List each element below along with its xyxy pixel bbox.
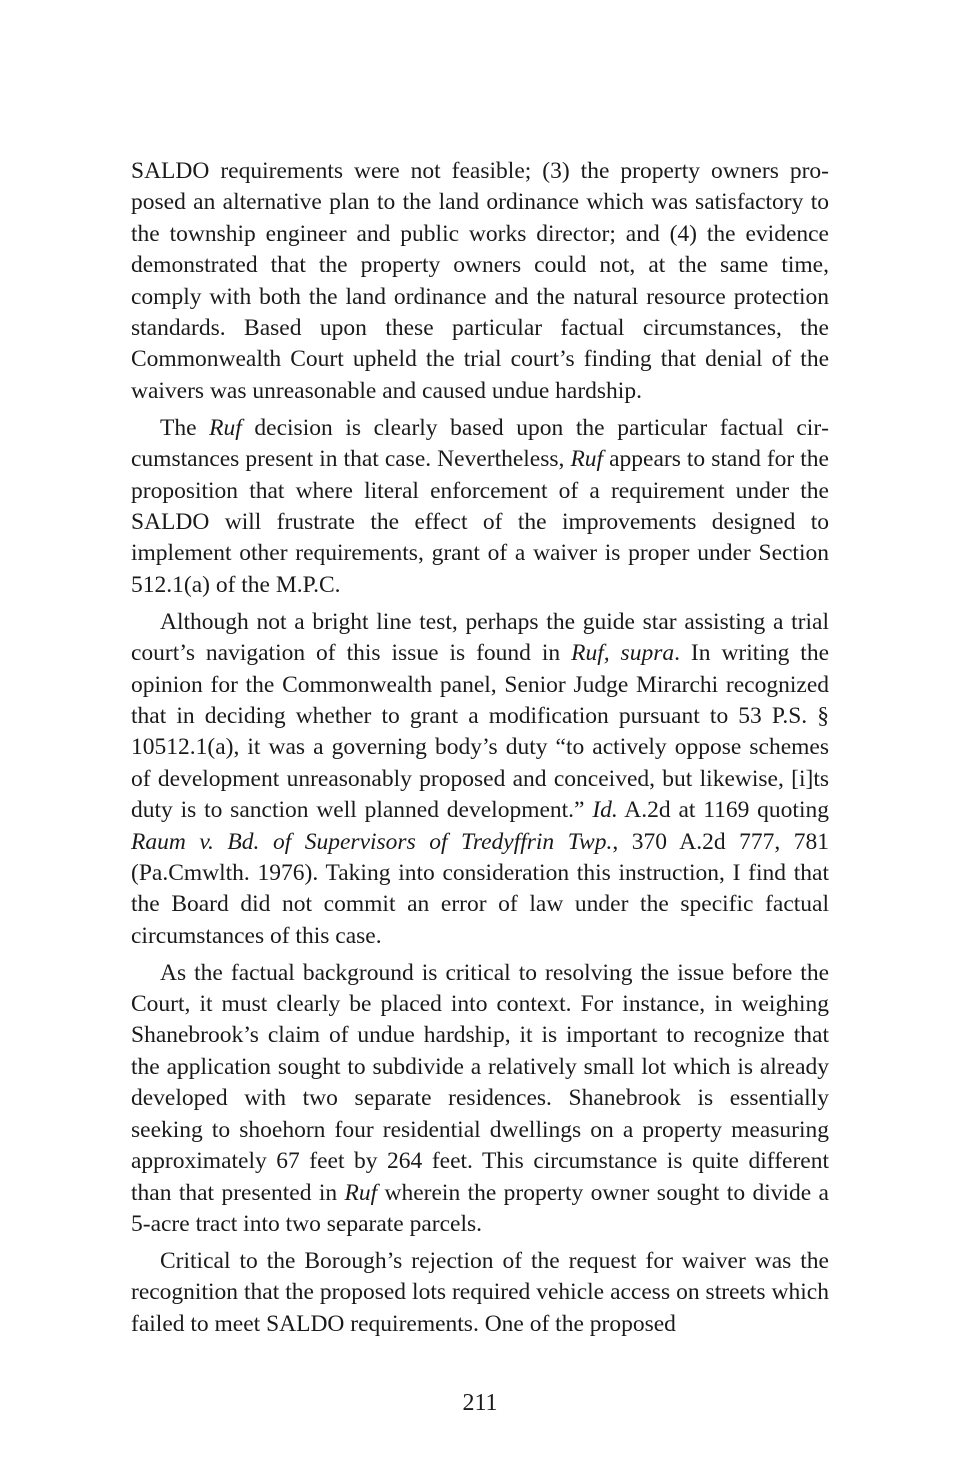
text-run: , 370 A.2d 777, 781 (Pa.Cmwlth. 1976). Taking into consideration this instruction, I find that the Board did not commit an error of law under the specific factual circumstances of this case. (131, 828, 829, 949)
text-run: . In writing the opinion for the Commonwealth panel, Senior Judge Mirarchi recognized that in deciding whether to grant a modification pursuant to 53 P.S. § 10512.1(a), it was a governing body’s duty “to actively oppose schemes of development unreasonably proposed and conceived, but likewise, [i]ts duty is to sanction well planned development.” (131, 640, 830, 824)
paragraph (131, 413, 829, 601)
italic-citation: Ruf (209, 414, 242, 441)
text-run: Although not a bright line test, perhaps the guide star assisting a trial court’s navigation of this issue is found in (131, 608, 829, 667)
text-run: decision is clearly based upon the particular factual circumstances present in that case. Nevertheless, (131, 414, 829, 473)
text-run: The (160, 414, 210, 441)
document-body (131, 156, 829, 1340)
text-run: SALDO requirements were not feasible; (3) the property owners proposed an alternative plan to the land ordinance which was satisfactory to the township engineer and public works director; and (4) the evidence demonstrated that the property owners could not, at the same time, comply with both the land ordinance and the natural resource protection standards. Based upon these particular factual circumstances, the Commonwealth Court upheld the trial court’s finding that denial of the waivers was unreasonable and caused undue hardship. (131, 158, 829, 404)
italic-citation: Id. (592, 797, 618, 824)
paragraph (131, 1246, 829, 1340)
paragraph (131, 607, 829, 952)
italic-citation: Ruf (570, 446, 604, 473)
text-run: Critical to the Borough’s rejection of the request for waiver was the recognition that the proposed lots required vehicle access on streets which failed to meet SALDO requirements. One of the proposed (131, 1247, 829, 1337)
italic-citation: Ruf (344, 1179, 378, 1206)
italic-citation: Ruf, supra (571, 640, 675, 667)
page-number: 211 (462, 1390, 498, 1416)
text-run: wherein the property owner sought to divide a 5-acre tract into two separate parcels. (131, 1179, 829, 1237)
paragraph (131, 156, 829, 407)
paragraph (131, 958, 829, 1241)
italic-citation: Raum v. Bd. of Supervisors of Tredyffrin Twp. (131, 828, 613, 855)
text-run: A.2d at 1169 quoting (617, 797, 829, 824)
text-run: As the factual background is critical to resolving the issue before the Court, it must clearly be placed into context. For instance, in weighing Shanebrook’s claim of undue hardship, it is important to recognize that the application sought to subdivide a relatively small lot which is already developed with two separate residences. Shanebrook is essentially seeking to shoehorn four residential dwellings on a property measuring approximately 67 feet by 264 feet. This circumstance is quite different than that presented in (131, 959, 829, 1206)
text-run: appears to stand for the proposition that where literal enforcement of a requirement under the SALDO will frustrate the effect of the improvements designed to implement other requirements, grant of a waiver is proper under Section 512.1(a) of the M.P.C. (131, 446, 829, 598)
